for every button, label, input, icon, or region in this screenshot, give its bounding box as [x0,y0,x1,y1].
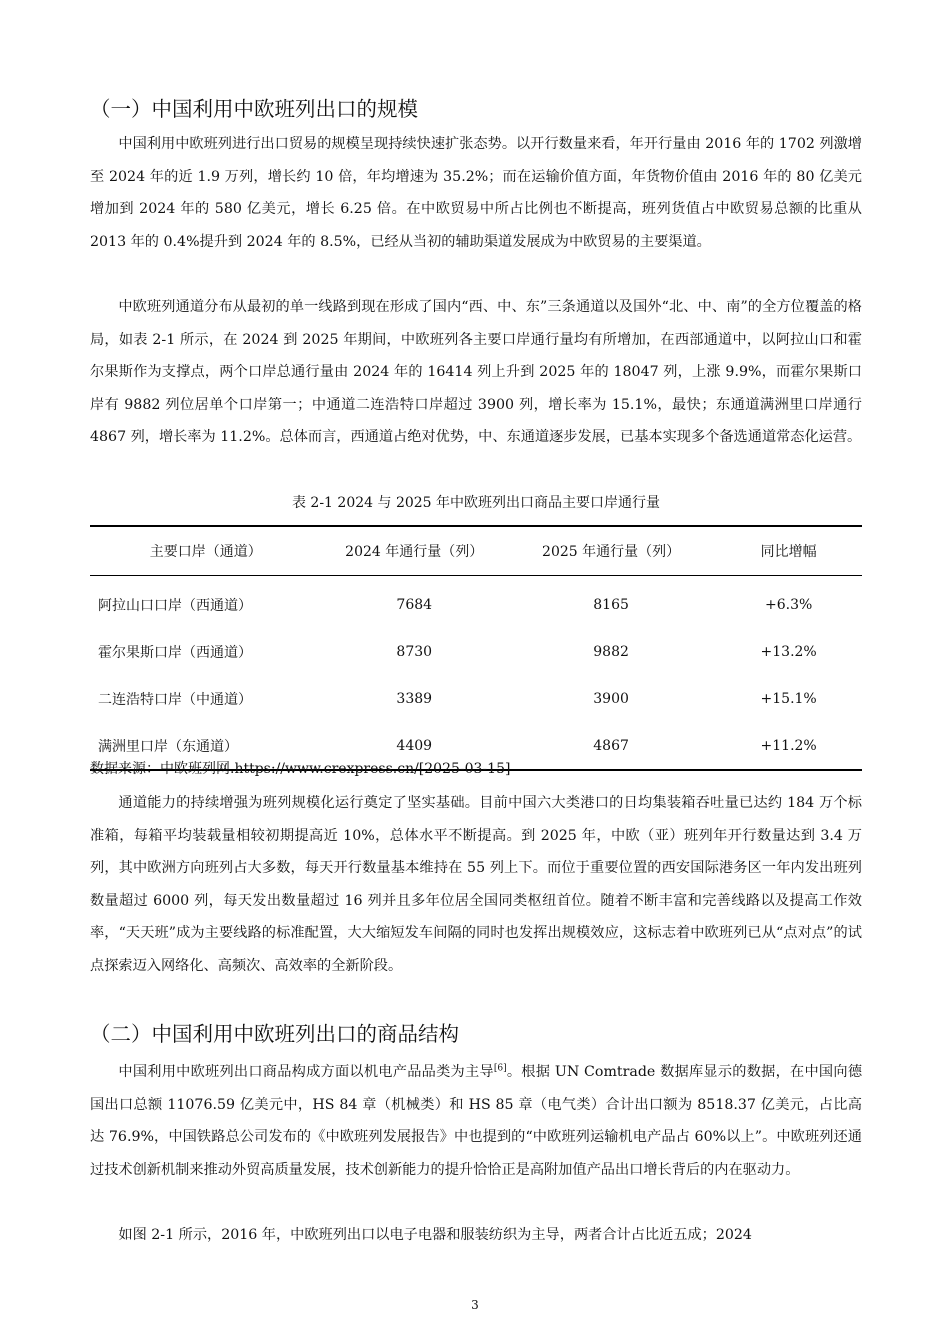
cell-2024: 3389 [396,690,433,707]
table-row [90,675,862,722]
cell-port: 阿拉山口口岸（西通道） [98,597,252,614]
cell-growth: +11.2% [715,722,862,770]
section-heading-1: （一）中国利用中欧班列出口的规模 [90,97,418,121]
cell-port: 霍尔果斯口岸（西通道） [98,644,252,661]
cell-2024: 8730 [396,643,433,660]
paragraph-4-text-b: 。根据 UN Comtrade 数据库显示的数据，在中国向德国出口总额 11076.59 亿美元中，HS 84 章（机械类）和 HS 85 章（电气类）合计出口额为 8518.37 亿美元，占比高达 76.9%，中国铁路总公司发布的《中欧班列发展报告》中也提到的“中欧班列运输机电产品占 60%以上”。中欧班列还通过技术创新机制来推动外贸高质量发展，技术创新能力的提升恰恰正是高附加值产品出口增长背后的内在驱动力。 [90,1064,863,1178]
cell-port: 满洲里口岸（东通道） [90,722,322,770]
cell-growth: +13.2% [760,643,817,660]
cell-2025: 3900 [593,690,629,707]
header-growth: 同比增幅 [715,526,862,576]
citation-ref[interactable]: [6] [493,1063,507,1074]
paragraph-2: 中欧班列通道分布从最初的单一线路到现在形成了国内“西、中、东”三条通道以及国外“北、中、南”的全方位覆盖的格局，如表 2-1 所示，在 2024 到 2025 年期间，中欧班列各主要口岸通行量均有所增加，在西部通道中，以阿拉山口和霍尔果斯作为支撑点，两个口岸总通行量由 2024 年的 16414 列上升到 2025 年的 18047 列，上涨 9.9%，而霍尔果斯口岸有 9882 列位居单个口岸第一；中通道二连浩特口岸超过 3900 列，增长率为 15.1%，最快；东通道满洲里口岸通行 4867 列，增长率为 11.2%。总体而言，西通道占绝对优势，中、东通道逐步发展，已基本实现多个备选通道常态化运营。 [90,299,862,446]
header-2024: 2024 年通行量（列） [322,526,507,576]
port-traffic-table [90,525,862,771]
table-caption: 表 2-1 2024 与 2025 年中欧班列出口商品主要口岸通行量 [291,495,661,511]
cell-2024: 7684 [396,596,433,613]
paragraph-4-text-a: 中国利用中欧班列出口商品构成方面以机电产品品类为主导 [118,1064,494,1080]
paragraph-1: 中国利用中欧班列进行出口贸易的规模呈现持续快速扩张态势。以开行数量来看，年开行量由 2016 年的 1702 列激增至 2024 年的近 1.9 万列，增长约 10 倍，年均增速为 35.2%；而在运输价值方面，年货物价值由 2016 年的 80 亿美元增加到 2024 年的 580 亿美元，增长 6.25 倍。在中欧贸易中所占比例也不断提高，班列货值占中欧贸易总额的比重从 2013 年的 0.4%提升到 2024 年的 8.5%，已经从当初的辅助渠道发展成为中欧贸易的主要渠道。 [90,136,862,250]
cell-2024: 4409 [322,722,507,770]
cell-growth: +6.3% [764,596,813,613]
data-source-note: 数据来源：中欧班列网.https://www.crexpress.cn/[2025-03-15] [90,761,511,777]
cell-growth: +15.1% [760,690,817,707]
paragraph-3: 通道能力的持续增强为班列规模化运行奠定了坚实基础。目前中国六大类港口的日均集装箱吞吐量已达约 184 万个标准箱，每箱平均装载量相较初期提高近 10%，总体水平不断提高。到 2025 年，中欧（亚）班列年开行数量达到 3.4 万列，其中欧洲方向班列占大多数，每天开行数量基本维持在 55 列上下。而位于重要位置的西安国际港务区一年内发出班列数量超过 6000 列，每天发出数量超过 16 列并且多年位居全国同类枢纽首位。随着不断丰富和完善线路以及提高工作效率，“天天班”成为主要线路的标准配置，大大缩短发车间隔的同时也发挥出规模效应，这标志着中欧班列已从“点对点”的试点探索迈入网络化、高频次、高效率的全新阶段。 [90,795,862,974]
header-2025: 2025 年通行量（列） [507,526,715,576]
cell-port: 二连浩特口岸（中通道） [98,691,252,708]
section-heading-2: （二）中国利用中欧班列出口的商品结构 [90,1022,459,1046]
paragraph-5: 如图 2-1 所示，2016 年，中欧班列出口以电子电器和服装纺织为主导，两者合计占比近五成；2024 [118,1227,752,1243]
cell-2025: 4867 [507,722,715,770]
page-number: 3 [471,1298,479,1312]
cell-2025: 8165 [593,596,629,613]
table-header-row [90,526,862,576]
table-row [90,628,862,675]
header-port: 主要口岸（通道） [90,526,322,576]
table-row [90,576,862,629]
paragraph-4 [90,1056,862,1186]
cell-2025: 9882 [593,643,629,660]
